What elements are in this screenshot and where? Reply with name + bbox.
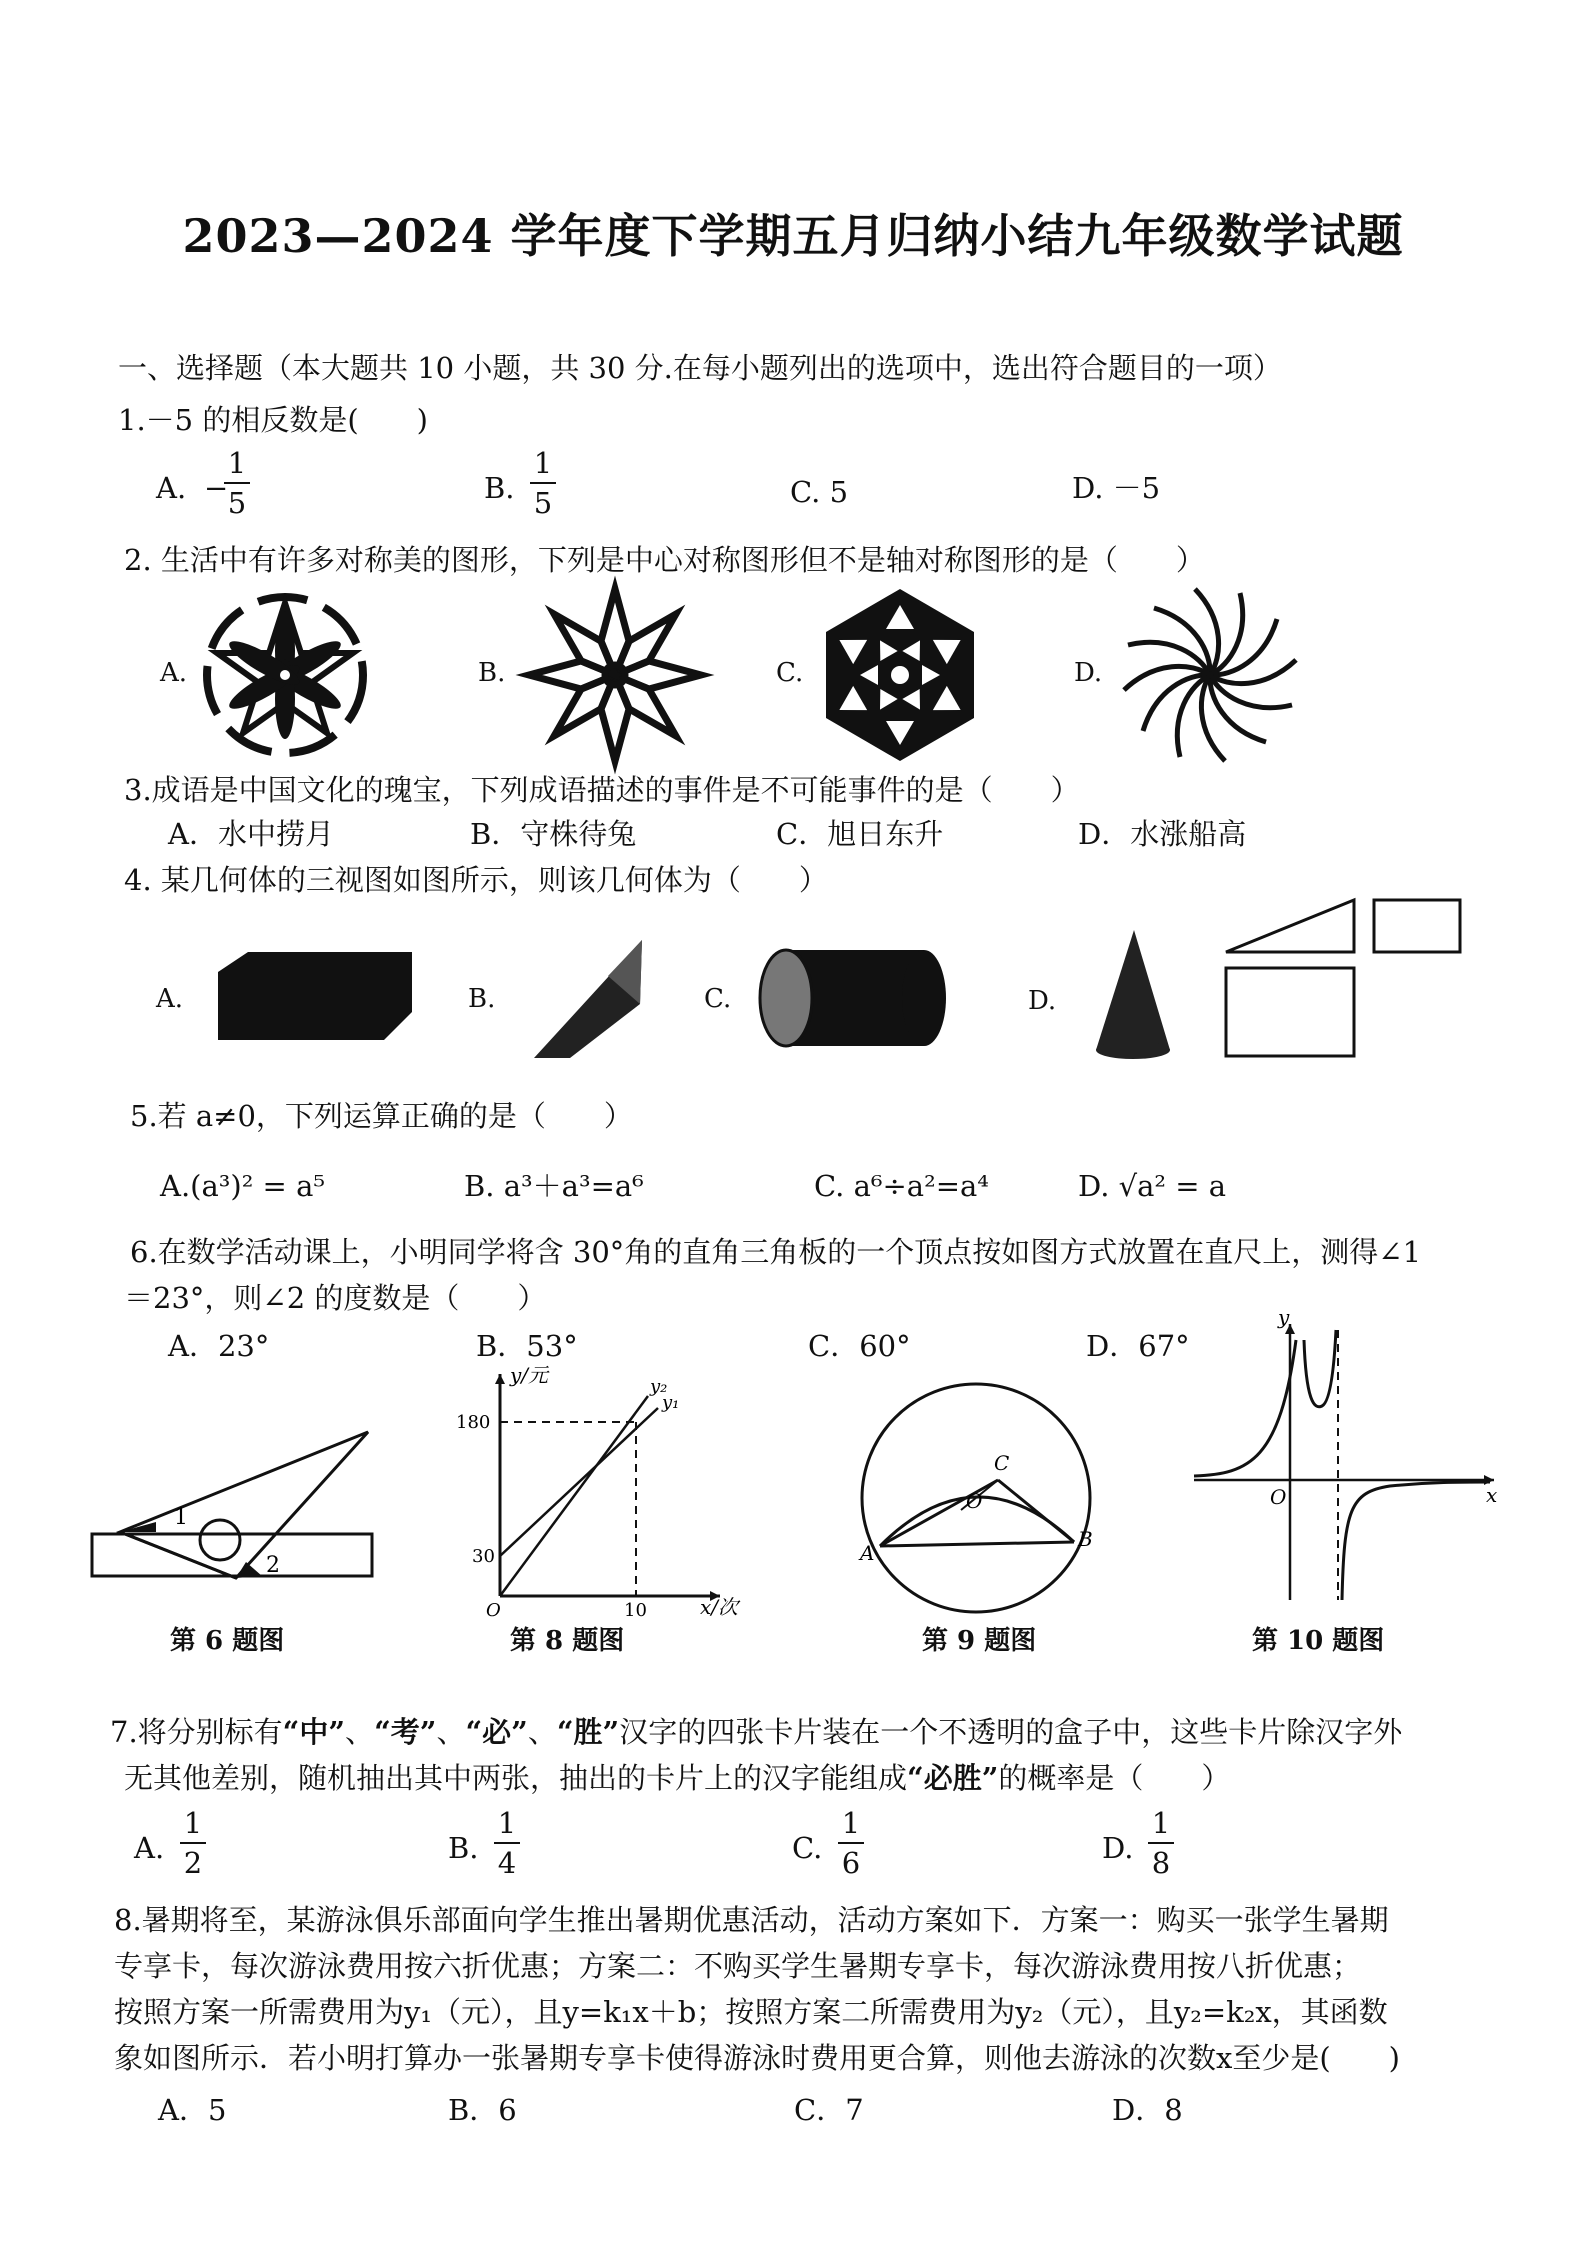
q2-figure-b bbox=[520, 585, 710, 765]
figure-8-x-axis-label: x/次 bbox=[700, 1595, 739, 1619]
q7-d-label: D. bbox=[1102, 1831, 1134, 1865]
figure-8-tick-30: 30 bbox=[472, 1546, 495, 1567]
q2-label-b: B. bbox=[478, 658, 506, 688]
q7-word-kao: “考” bbox=[374, 1715, 437, 1749]
q2-label-c: C. bbox=[776, 658, 804, 688]
figure-9-point-c: C bbox=[994, 1451, 1010, 1475]
q4-figure-a-prism bbox=[208, 948, 418, 1044]
figure-8-tick-180: 180 bbox=[456, 1412, 491, 1433]
q6-option-c: C．60° bbox=[808, 1329, 911, 1363]
q1-b-label: B. bbox=[484, 471, 515, 505]
q7-text-d: 的概率是（ ） bbox=[998, 1761, 1231, 1795]
figure-8 bbox=[456, 1360, 740, 1621]
q7-c-den: 6 bbox=[841, 1846, 861, 1881]
q4-label-d: D. bbox=[1028, 986, 1057, 1016]
figure-9-caption: 第 9 题图 bbox=[922, 1626, 1037, 1656]
figure-10-x-axis-label: x bbox=[1486, 1483, 1498, 1507]
page-title: 2023—2024 学年度下学期五月归纳小结九年级数学试题 bbox=[182, 209, 1404, 263]
q4-figure-d-cone bbox=[1090, 926, 1180, 1062]
q2-figure-a bbox=[200, 590, 370, 760]
q6-option-d: D．67° bbox=[1086, 1329, 1190, 1363]
figure-10 bbox=[1190, 1305, 1510, 1610]
q1-stem: 1.－5 的相反数是( ) bbox=[118, 403, 428, 437]
figure-10-origin: O bbox=[1270, 1485, 1287, 1509]
q4-label-c: C. bbox=[704, 984, 732, 1014]
q3-option-d: D．水涨船高 bbox=[1078, 817, 1247, 851]
q5-stem: 5.若 a≠0，下列运算正确的是（ ） bbox=[130, 1099, 633, 1133]
q4-label-b: B. bbox=[468, 984, 496, 1014]
q2-figure-d bbox=[1120, 585, 1300, 765]
q3-option-a: A．水中捞月 bbox=[168, 817, 334, 851]
q7-b-den: 4 bbox=[497, 1846, 517, 1881]
figure-9-point-b: B bbox=[1078, 1527, 1093, 1551]
figure-8-y-axis-label: y/元 bbox=[510, 1363, 549, 1387]
q7-stem-line1: 7.将分别标有“中”、“考”、“必”、“胜”汉字的四张卡片装在一个不透明的盒子中，这些卡片除汉字外 bbox=[110, 1715, 1403, 1749]
q1-b-numerator: 1 bbox=[533, 446, 553, 480]
q4-figure-c-cylinder bbox=[756, 946, 946, 1050]
q7-d-num: 1 bbox=[1151, 1806, 1171, 1840]
figure-8-y2-label: y₂ bbox=[650, 1376, 668, 1397]
figure-9-point-a: A bbox=[860, 1541, 875, 1565]
q3-option-b: B．守株待兔 bbox=[470, 817, 637, 851]
q3-stem: 3.成语是中国文化的瑰宝，下列成语描述的事件是不可能事件的是（ ） bbox=[124, 773, 1080, 807]
q7-text-c: 无其他差别，随机抽出其中两张，抽出的卡片上的汉字能组成 bbox=[124, 1761, 908, 1795]
q7-b-num: 1 bbox=[497, 1806, 517, 1840]
q8-stem-line2: 专享卡，每次游泳费用按六折优惠；方案二：不购买学生暑期专享卡，每次游泳费用按八折优惠； bbox=[114, 1949, 1362, 1983]
q4-stem: 4. 某几何体的三视图如图所示，则该几何体为（ ） bbox=[124, 863, 828, 897]
figure-6-angle-1: 1 bbox=[174, 1505, 188, 1530]
q7-c-fraction bbox=[838, 1808, 864, 1879]
q7-d-fraction bbox=[1148, 1808, 1174, 1879]
q8-option-a: A．5 bbox=[158, 2093, 227, 2127]
figure-10-y-axis-label: y bbox=[1278, 1305, 1290, 1329]
figure-8-tick-10: 10 bbox=[624, 1600, 647, 1621]
q2-label-a: A. bbox=[160, 658, 188, 688]
q6-stem-line2: ＝23°，则∠2 的度数是（ ） bbox=[124, 1281, 547, 1315]
figure-8-caption: 第 8 题图 bbox=[510, 1626, 625, 1656]
q5-option-d: D. √a² = a bbox=[1078, 1169, 1227, 1203]
q7-word-zhong: “中” bbox=[282, 1715, 346, 1749]
q7-a-den: 2 bbox=[183, 1846, 203, 1881]
q7-c-num: 1 bbox=[841, 1806, 861, 1840]
q1-a-label: A. bbox=[156, 471, 187, 505]
q1-a-fraction bbox=[224, 448, 250, 519]
q6-option-b: B．53° bbox=[476, 1329, 578, 1363]
q7-word-bi: “必” bbox=[465, 1715, 528, 1749]
q7-text-a: 7.将分别标有 bbox=[110, 1715, 283, 1749]
q7-a-num: 1 bbox=[183, 1806, 203, 1840]
q8-stem-line4: 象如图所示．若小明打算办一张暑期专享卡使得游泳时费用更合算，则他去游泳的次数x至少是( ) bbox=[114, 2041, 1400, 2075]
q8-option-b: B．6 bbox=[448, 2093, 517, 2127]
q6-stem-line1: 6.在数学活动课上，小明同学将含 30°角的直角三角板的一个顶点按如图方式放置在直尺上，测得∠1 bbox=[130, 1235, 1422, 1269]
q1-b-fraction bbox=[530, 448, 556, 519]
q1-a-denominator: 5 bbox=[227, 486, 247, 521]
q7-d-den: 8 bbox=[1151, 1846, 1171, 1881]
q8-option-d: D．8 bbox=[1112, 2093, 1183, 2127]
q2-label-d: D. bbox=[1074, 658, 1103, 688]
q5-option-a: A.(a³)² = a⁵ bbox=[160, 1169, 325, 1203]
q7-b-label: B. bbox=[448, 1831, 479, 1865]
q1-a-sign: − bbox=[204, 471, 229, 505]
q4-three-view bbox=[1222, 896, 1462, 1060]
q8-stem-line1: 8.暑期将至，某游泳俱乐部面向学生推出暑期优惠活动，活动方案如下．方案一：购买一张学生暑期 bbox=[114, 1903, 1389, 1937]
figure-9-center-o: O bbox=[966, 1489, 983, 1513]
q3-option-c: C．旭日东升 bbox=[776, 817, 944, 851]
q7-stem-line2 bbox=[124, 1762, 1230, 1795]
q7-c-label: C. bbox=[792, 1831, 823, 1865]
q1-a-numerator: 1 bbox=[227, 446, 247, 480]
q7-word-sheng: “胜” bbox=[556, 1715, 620, 1749]
q5-option-b: B. a³＋a³=a⁶ bbox=[464, 1169, 644, 1203]
figure-6-angle-2: 2 bbox=[266, 1553, 280, 1578]
q8-stem-line3: 按照方案一所需费用为y₁（元），且y=k₁x＋b；按照方案二所需费用为y₂（元），且y₂=k₂x，其函数 bbox=[114, 1995, 1388, 2029]
q1-option-c: C. 5 bbox=[790, 475, 849, 509]
q1-option-d: D. －5 bbox=[1072, 471, 1161, 505]
q1-b-denominator: 5 bbox=[533, 486, 553, 521]
q7-a-label: A. bbox=[134, 1831, 165, 1865]
figure-10-caption: 第 10 题图 bbox=[1252, 1626, 1385, 1656]
q7-b-fraction bbox=[494, 1808, 520, 1879]
figure-8-y1-label: y₁ bbox=[662, 1392, 680, 1413]
q2-figure-c bbox=[810, 585, 990, 765]
q4-label-a: A. bbox=[156, 984, 184, 1014]
q7-text-b: 汉字的四张卡片装在一个不透明的盒子中，这些卡片除汉字外 bbox=[619, 1715, 1403, 1749]
figure-9 bbox=[856, 1380, 1096, 1620]
figure-6 bbox=[86, 1420, 386, 1600]
figure-6-caption: 第 6 题图 bbox=[170, 1626, 285, 1656]
q4-figure-b-wedge bbox=[530, 936, 650, 1062]
q5-option-c: C. a⁶÷a²=a⁴ bbox=[814, 1169, 989, 1203]
section-heading: 一、选择题（本大题共 10 小题，共 30 分.在每小题列出的选项中，选出符合题目的一项） bbox=[118, 351, 1282, 385]
q7-a-fraction bbox=[180, 1808, 206, 1879]
q2-stem: 2. 生活中有许多对称美的图形，下列是中心对称图形但不是轴对称图形的是（ ） bbox=[124, 543, 1205, 577]
q6-option-a: A．23° bbox=[168, 1329, 270, 1363]
q7-word-bisheng: “必胜” bbox=[907, 1761, 999, 1795]
q8-option-c: C．7 bbox=[794, 2093, 864, 2127]
figure-8-origin: O bbox=[486, 1600, 501, 1621]
